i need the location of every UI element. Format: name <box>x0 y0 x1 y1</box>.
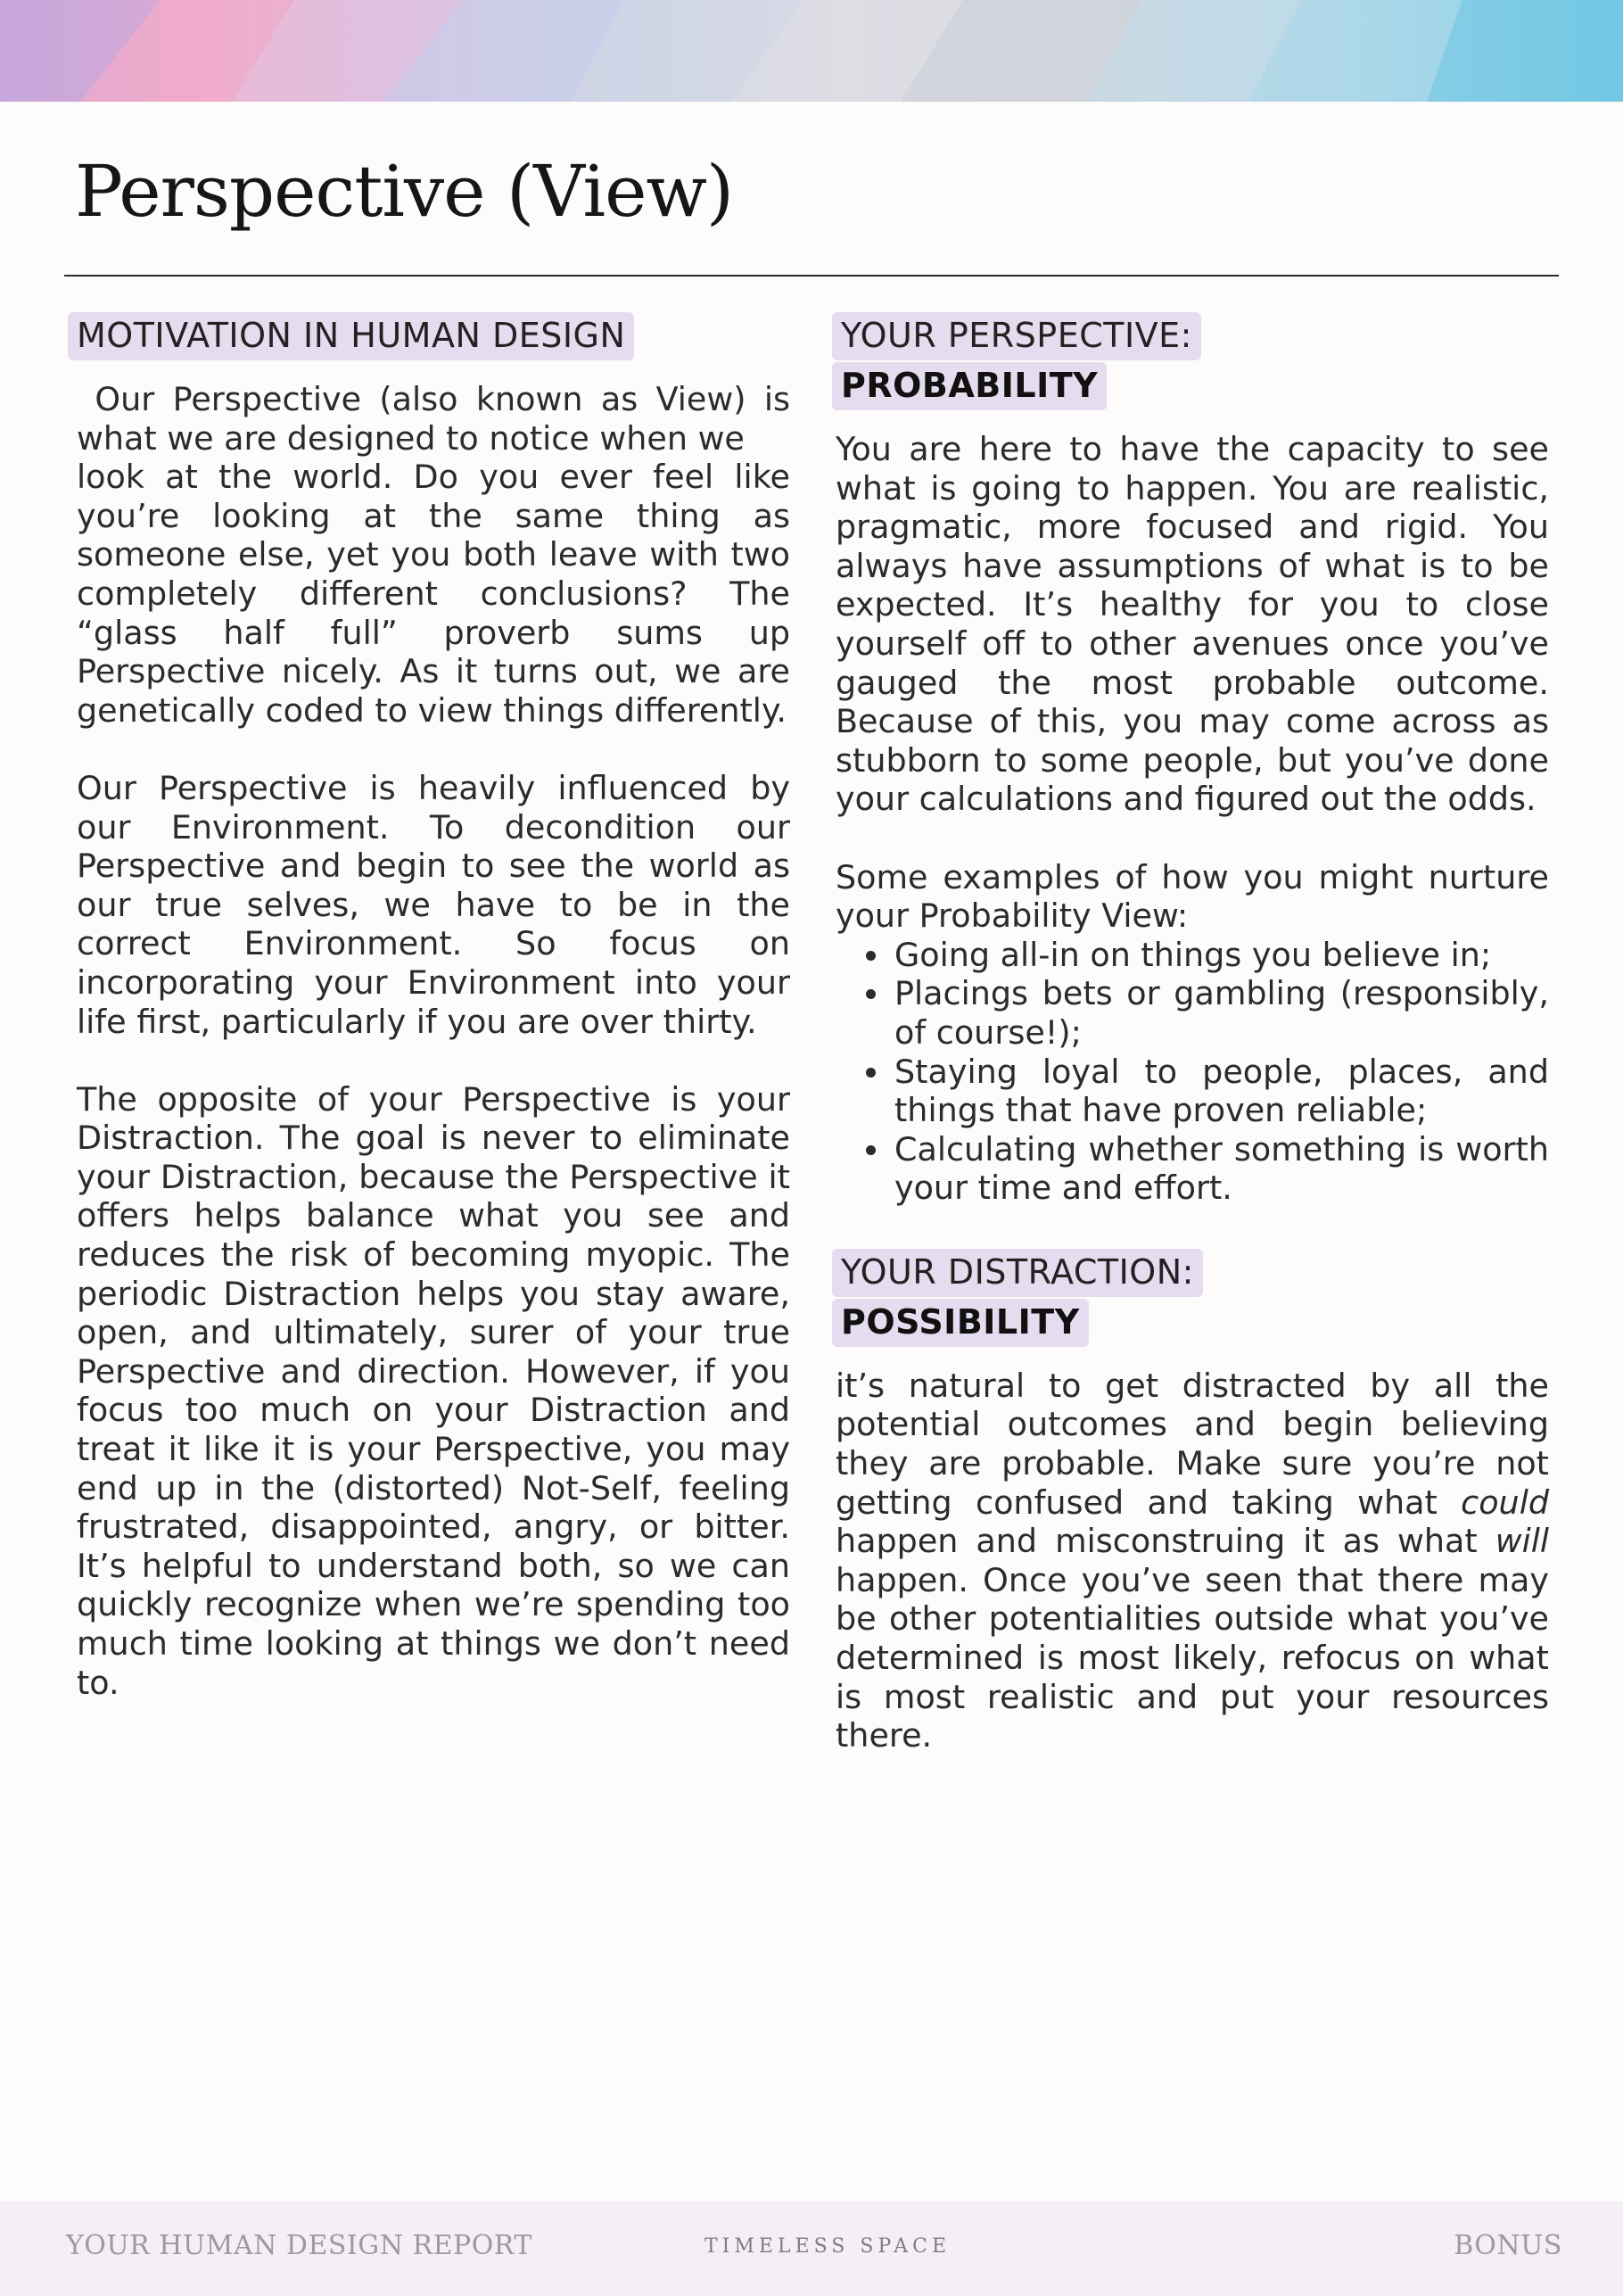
distraction-text-b: happen and misconstruing it as what <box>836 1522 1495 1561</box>
paragraph-intro-a: Our Perspective (also known as View) is what we are designed to notice when we <box>77 380 801 458</box>
footer-section-label: BONUS <box>1454 2230 1562 2261</box>
list-item: Calculating whether something is worth your time and effort. <box>836 1130 1549 1208</box>
distraction-paragraph <box>836 1367 1549 1755</box>
examples-list <box>836 936 1549 1208</box>
page-title: Perspective (View) <box>75 150 734 233</box>
distraction-text-a: it’s natural to get distracted by all the potential outcomes and begin believing they are probable. Make sure you’re not getting confused and taking what <box>836 1366 1549 1522</box>
motivation-body <box>77 380 801 1702</box>
title-divider <box>64 275 1559 277</box>
perspective-section <box>836 312 1549 1208</box>
perspective-paragraph: You are here to have the capacity to see what is going to happen. You are realistic, pragmatic, more focused and rigid. You always have assumptions of what is to be expected. It’s healthy for you to close yourself off to other avenues once you’ve gauged the most probable outcome. Because of this, you may come across as stubborn to some people, but you’ve done your calculations and figured out the odds. <box>836 430 1549 819</box>
perspective-tag: YOUR PERSPECTIVE: <box>832 312 1201 360</box>
distraction-text-c: happen. Once you’ve seen that there may be other potentialities outside what you’ve determined is most likely, refocus on what is most realistic and put your resources there. <box>836 1560 1549 1755</box>
distraction-value-tag: POSSIBILITY <box>832 1299 1089 1347</box>
paragraph-distraction: The opposite of your Perspective is your Distraction. The goal is never to eliminate your Distraction, because the Perspective it offers helps balance what you see and reduces the risk of becoming myopic. The periodic Distraction helps you stay aware, open, and ultimately, surer of your true Perspective and direction. However, if you focus too much on your Distraction and treat it like it is your Perspective, you may end up in the (distorted) Not-Self, feeling frustrated, disappointed, angry, or bitter. It’s helpful to understand both, so we can quickly recognize when we’re spending too much time looking at things we don’t need to. <box>77 1079 790 1702</box>
paragraph-intro-b: look at the world. Do you ever feel like you’re looking at the same thing as someone else, yet you both leave with two completely different conclusions? The “glass half full” proverb sums up Perspective nicely. As it turns out, we are genetically coded to view things differently. <box>77 458 790 730</box>
distraction-section <box>836 1249 1549 1755</box>
section-tag-motivation: MOTIVATION IN HUMAN DESIGN <box>68 312 634 360</box>
distraction-body <box>836 1367 1549 1755</box>
emphasis-will: will <box>1495 1522 1549 1561</box>
header-banner <box>0 0 1623 102</box>
banner-pattern <box>0 0 1623 102</box>
right-column <box>836 312 1549 1755</box>
page-footer <box>0 2201 1623 2296</box>
list-item: Going all-in on things you believe in; <box>836 936 1549 975</box>
perspective-body <box>836 430 1549 1208</box>
paragraph-environment: Our Perspective is heavily influenced by our Environment. To decondition our Perspective and begin to see the world as our true selves, we have to be in the correct Environment. So focus on incorporating your Environment into your life first, particularly if you are over thirty. <box>77 768 790 1041</box>
emphasis-could: could <box>1461 1482 1549 1522</box>
list-item: Staying loyal to people, places, and things that have proven reliable; <box>836 1053 1549 1130</box>
footer-brand: TIMELESS SPACE <box>704 2235 952 2258</box>
examples-intro: Some examples of how you might nurture your Probability View: <box>836 857 1549 936</box>
list-item: Placings bets or gambling (responsibly, of course!); <box>836 974 1549 1052</box>
perspective-value-tag: PROBABILITY <box>832 362 1107 410</box>
footer-report-title: YOUR HUMAN DESIGN REPORT <box>66 2230 532 2261</box>
left-column <box>77 312 801 1702</box>
distraction-tag: YOUR DISTRACTION: <box>832 1249 1203 1297</box>
